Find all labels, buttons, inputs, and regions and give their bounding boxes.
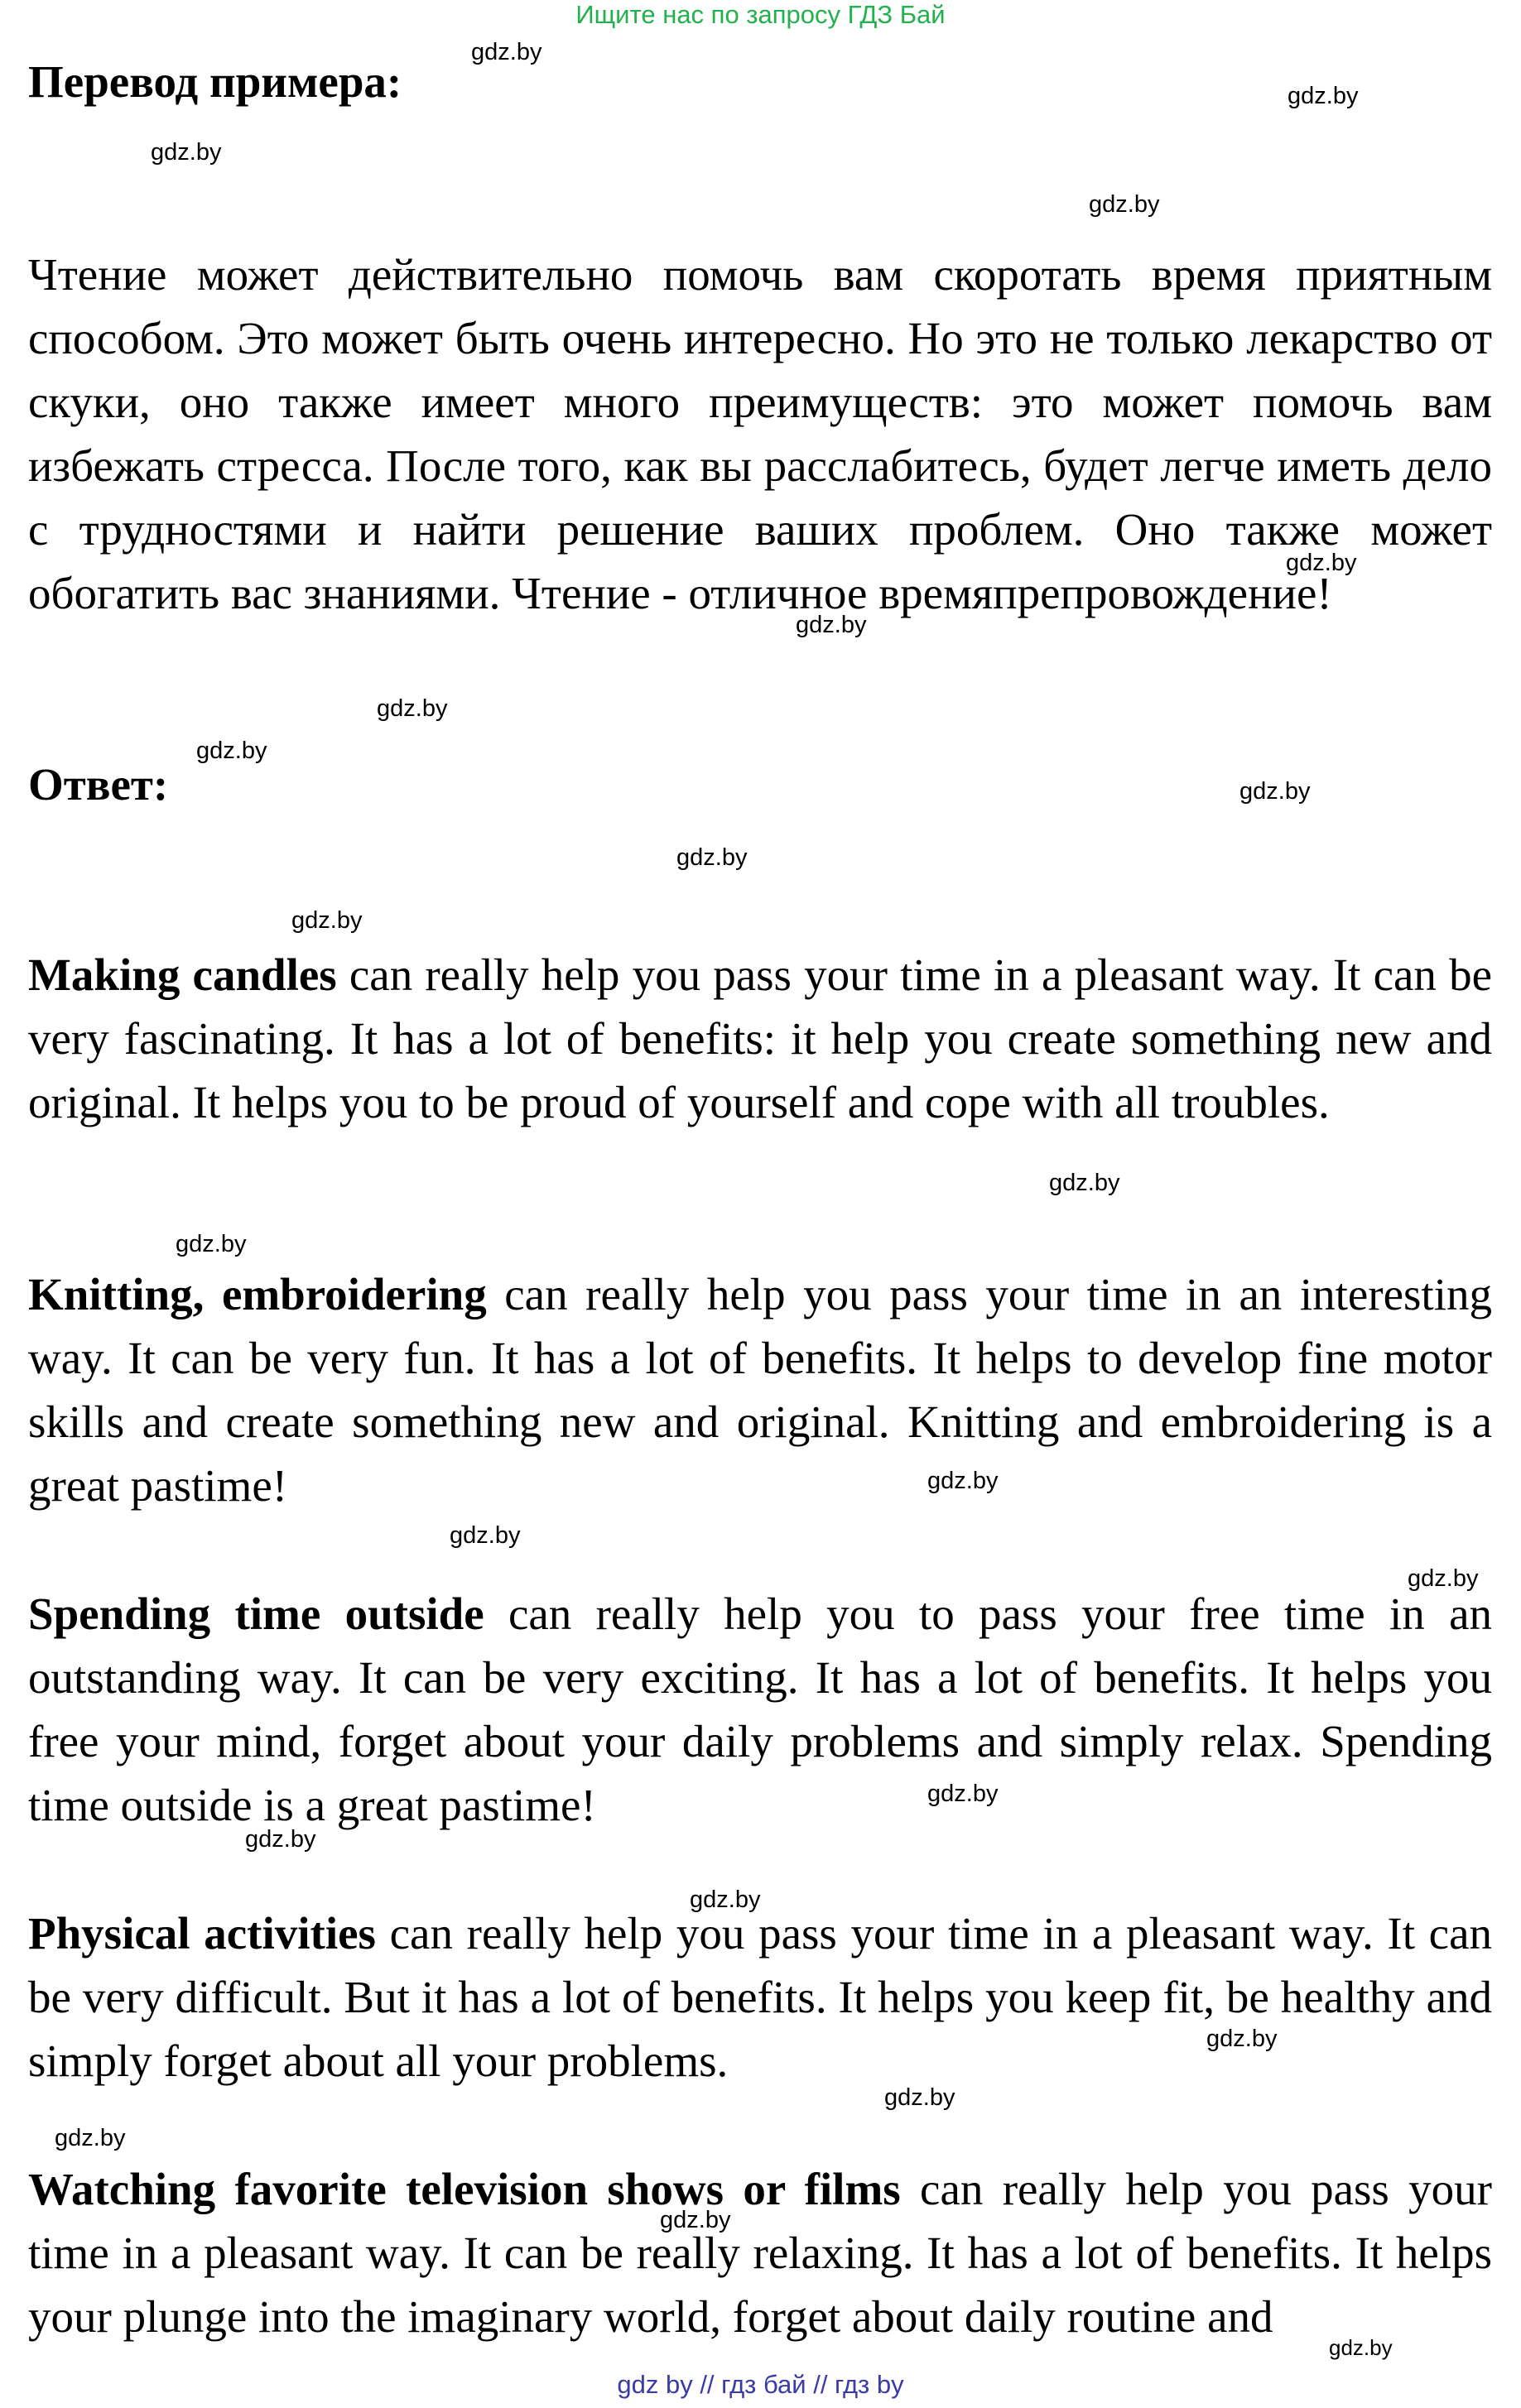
watermark: gdz.by	[676, 844, 748, 871]
answer-topic: Watching favorite television shows or films	[28, 2164, 901, 2214]
watermark: gdz.by	[796, 612, 867, 638]
watermark: gdz.by	[471, 39, 542, 65]
answer-topic: Knitting, embroidering	[28, 1269, 487, 1319]
translation-paragraph: Чтение может действительно помочь вам скоротать время приятным способом. Это может быть очень интересно. Но это не только лекарство от скуки, оно также имеет много преимуществ: это может помочь вам избежать стресса. После того, как вы расслабитесь, будет легче иметь дело с трудностями и найти решение ваших проблем. Оно также может обогатить вас знаниями. Чтение - отличное времяпрепровождение!	[28, 249, 1492, 618]
watermark: gdz.by	[660, 2207, 731, 2233]
watermark: gdz.by	[927, 1781, 999, 1807]
watermark: gdz.by	[1286, 550, 1357, 576]
bottom-site-banner: gdz by // гдз бай // гдз by	[617, 2370, 904, 2399]
watermark: gdz.by	[1089, 191, 1160, 218]
answer-paragraph-knitting	[28, 1262, 1492, 1517]
answer-paragraph-outside	[28, 1582, 1492, 1837]
watermark: gdz.by	[450, 1522, 521, 1549]
answer-paragraph-watching	[28, 2157, 1492, 2348]
answer-text: can really help you pass your time in a pleasant way. It can be really relaxing. It has a lot of benefits. It helps your plunge into the imaginary world, forget about daily routine and	[28, 2164, 1492, 2342]
answer-topic: Making candles	[28, 949, 337, 1000]
watermark: gdz.by	[1239, 778, 1311, 805]
answer-text: can really help you to pass your free time in an outstanding way. It can be very exciting. It has a lot of benefits. It helps you free your mind, forget about your daily problems and simply relax. Spending time outside is a great pastime!	[28, 1589, 1493, 1830]
top-search-banner: Ищите нас по запросу ГДЗ Бай	[575, 0, 946, 29]
answer-heading: Ответ:	[28, 759, 169, 810]
translation-heading: Перевод примера:	[28, 56, 402, 107]
watermark: gdz.by	[1049, 1170, 1120, 1196]
answer-text: can really help you pass your time in an interesting way. It can be very fun. It has a lot of benefits. It helps to develop fine motor skills and create something new and original. Knitting and embroidering is a great pastime!	[28, 1269, 1492, 1511]
watermark: gdz.by	[151, 139, 222, 166]
watermark: gdz.by	[245, 1826, 316, 1853]
answer-paragraph-physical	[28, 1901, 1492, 2093]
watermark: gdz.by	[690, 1887, 761, 1913]
answer-text: can really help you pass your time in a pleasant way. It can be very difficult. But it has a lot of benefits. It helps you keep fit, be healthy and simply forget about all your problems.	[28, 1908, 1492, 2086]
watermark: gdz.by	[55, 2125, 126, 2151]
watermark: gdz.by	[884, 2084, 955, 2111]
answer-text: can really help you pass your time in a pleasant way. It can be very fascinating. It has a lot of benefits: it help you create something new and original. It helps you to be proud of yourself and cope with all troubles.	[28, 949, 1492, 1127]
answer-topic: Spending time outside	[28, 1589, 484, 1639]
watermark: gdz.by	[1288, 83, 1359, 109]
watermark: gdz.by	[927, 1468, 999, 1494]
watermark: gdz.by	[196, 738, 267, 764]
answer-paragraph-candles	[28, 943, 1492, 1134]
watermark: gdz.by	[176, 1231, 247, 1257]
answer-topic: Physical activities	[28, 1908, 376, 1959]
watermark: gdz.by	[1408, 1565, 1479, 1592]
watermark: gdz.by	[377, 695, 448, 722]
watermark: gdz.by	[1206, 2026, 1278, 2052]
watermark: gdz.by	[1329, 2335, 1393, 2360]
watermark: gdz.by	[291, 907, 363, 934]
